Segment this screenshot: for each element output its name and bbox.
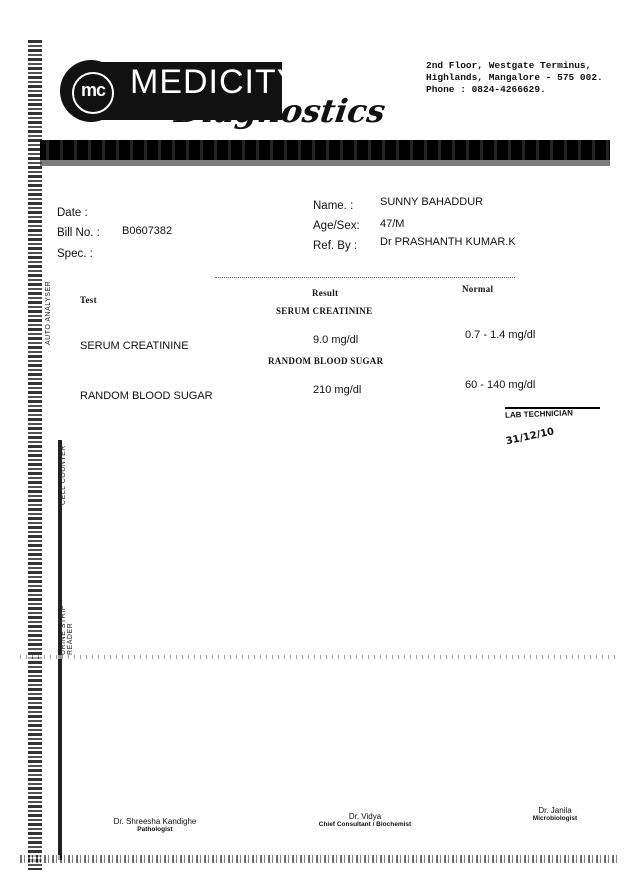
- signatory-microbiologist: [515, 806, 595, 822]
- column-header-result: Result: [312, 288, 339, 298]
- signatory-name: Dr. Vidya: [348, 812, 382, 821]
- test-result: 9.0 mg/dl: [313, 334, 359, 346]
- header-divider-shadow: [40, 160, 610, 166]
- divider-dotted: [215, 277, 515, 278]
- name-label: Name. :: [313, 200, 354, 212]
- section-heading: RANDOM BLOOD SUGAR: [268, 356, 384, 366]
- spec-label: Spec. :: [57, 248, 93, 260]
- signatory-role: Chief Consultant / Biochemist: [318, 821, 412, 828]
- section-heading: SERUM CREATININE: [276, 306, 373, 316]
- age-sex-value: 47/M: [380, 218, 405, 230]
- test-name: RANDOM BLOOD SUGAR: [80, 390, 213, 402]
- margin-text-upper: AUTO ANALYSER: [45, 280, 52, 345]
- stamp-date: 31/12/10: [504, 426, 556, 448]
- brand-name: MEDICITY: [130, 63, 301, 101]
- lab-address: [426, 60, 603, 96]
- normal-range: 0.7 - 1.4 mg/dl: [465, 329, 536, 341]
- ref-label: Ref. By :: [313, 240, 358, 252]
- age-sex-label: Age/Sex:: [313, 220, 360, 232]
- stamp-label: LAB TECHNICIAN: [504, 408, 574, 420]
- normal-range: 60 - 140 mg/dl: [465, 379, 536, 391]
- scan-noise-bottom: [20, 855, 620, 863]
- signatory-name: Dr. Janila: [538, 806, 572, 815]
- brand-subtitle: Diagnostics: [172, 92, 388, 130]
- signatory-role: Microbiologist: [532, 815, 578, 822]
- column-header-test: Test: [80, 295, 97, 305]
- patient-name: SUNNY BAHADDUR: [380, 196, 484, 208]
- bill-label: Bill No. :: [57, 227, 100, 239]
- scan-noise: [20, 655, 620, 659]
- test-result: 210 mg/dl: [313, 384, 362, 396]
- header-divider-band: [40, 140, 610, 160]
- test-name: SERUM CREATININE: [80, 340, 189, 352]
- address-line: 2nd Floor, Westgate Terminus,: [426, 60, 592, 71]
- signatory-biochemist: [300, 812, 430, 828]
- bill-value: B0607382: [122, 225, 173, 237]
- address-line: Highlands, Mangalore - 575 002.: [426, 72, 603, 83]
- signatory-role: Pathologist: [137, 826, 173, 833]
- column-header-normal: Normal: [462, 284, 494, 294]
- logo-mark: mc: [80, 80, 105, 100]
- phone-line: Phone : 0824-4266629.: [426, 84, 546, 95]
- signatory-pathologist: [100, 817, 210, 833]
- margin-text-lower: URINE STRIP READER: [60, 605, 74, 655]
- referring-doctor: Dr PRASHANTH KUMAR.K: [380, 236, 516, 248]
- margin-text-middle: CELL COUNTER: [60, 445, 67, 505]
- technician-stamp: [504, 405, 605, 448]
- date-label: Date :: [57, 207, 88, 219]
- signatory-name: Dr. Shreesha Kandighe: [113, 817, 197, 826]
